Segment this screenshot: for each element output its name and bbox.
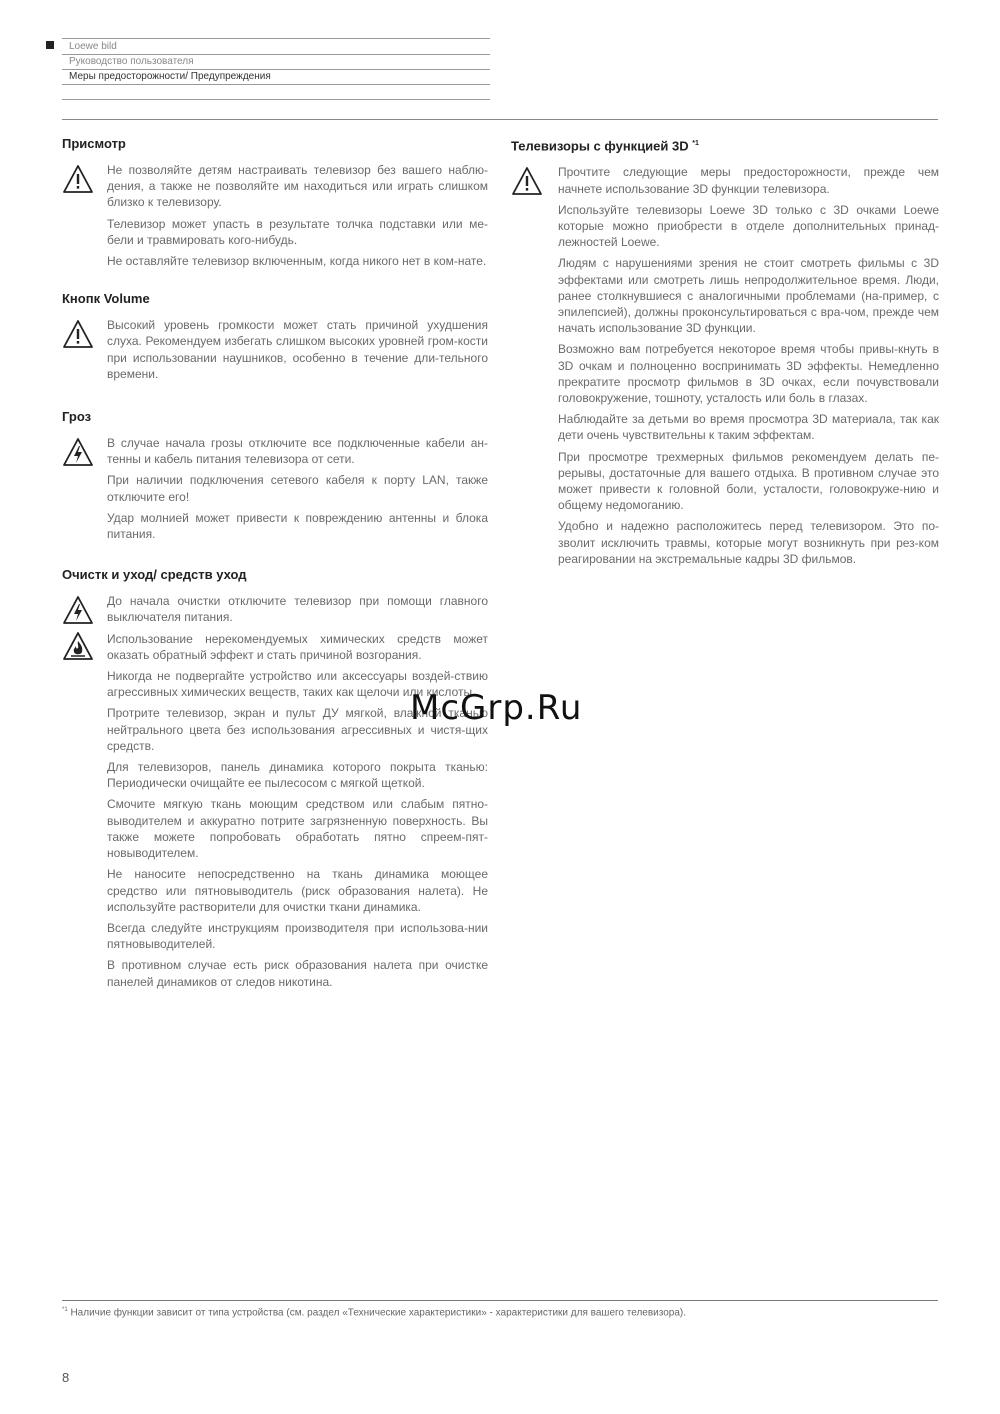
header-rule	[62, 54, 490, 55]
paragraph: В противном случае есть риск образования налета при очистке панелей динамиков от следов никотина.	[107, 958, 488, 989]
header-rule	[62, 69, 490, 70]
paragraph: Высокий уровень громкости может стать причиной ухудшения слуха. Рекомендуем избегать слишком высоких уровней гром-кости при использовании наушников, особенно в течение дли-тельного времени.	[107, 318, 488, 381]
section-title	[511, 136, 939, 154]
header-rule	[62, 99, 490, 100]
paragraph: Используйте телевизоры Loewe 3D только с 3D очками Loewe которые можно приобрести в отделе дополнительных принад-лежностей Loewe.	[558, 202, 939, 250]
warning-block	[62, 435, 488, 542]
paragraph: Удар молнией может привести к повреждению антенны и блока питания.	[107, 510, 488, 542]
section-title: Очистк и уход/ средств уход	[62, 567, 247, 583]
warning-triangle-icon	[62, 319, 94, 349]
header-rule	[62, 84, 490, 85]
paragraph: При наличии подключения сетевого кабеля к порту LAN, также отключите его!	[107, 473, 488, 504]
section-title: Кнопк Volume	[62, 291, 150, 307]
paragraph: Всегда следуйте инструкциям производителя при использова-нии пятновыводителей.	[107, 920, 488, 952]
footnote-text: Наличие функции зависит от типа устройства (см. раздел «Технические характеристики» - характеристики для вашего телевизора).	[70, 1307, 687, 1319]
fire-hazard-icon	[62, 631, 94, 661]
warning-block	[511, 164, 939, 567]
header-bullet	[46, 41, 54, 49]
warning-triangle-icon	[62, 164, 94, 194]
paragraph: Возможно вам потребуется некоторое время чтобы привы-кнуть в 3D очкам и полноценно воспринимать 3D эффекты. Немедленно прекратите просмотр фильмов в 3D очках, если почувствовали головокружение, тошноту, усталость или боль в глазах.	[558, 342, 939, 405]
content-top-rule	[62, 119, 938, 120]
section-cleaning	[62, 567, 488, 989]
warning-block	[62, 317, 488, 382]
footnote	[62, 1307, 686, 1318]
warning-triangle-icon	[511, 166, 543, 196]
section-title: Гроз	[62, 409, 92, 425]
electric-hazard-icon	[62, 595, 94, 625]
paragraph: В случае начала грозы отключите все подключенные кабели ан-тенны и кабель питания телевизора от сети.	[107, 436, 488, 467]
paragraph: Прочтите следующие меры предосторожности, прежде чем начнете использование 3D функции телевизора.	[558, 165, 939, 196]
paragraph: Не позволяйте детям настраивать телевизор без вашего наблю-дения, а также не позволяйте им находиться или играть слишком близко к телевизору.	[107, 163, 488, 210]
paragraph: Телевизор может упасть в результате толчка подставки или ме-бели и травмировать кого-нибудь.	[107, 216, 488, 247]
watermark: McGrp.Ru	[410, 688, 583, 728]
paragraph: Протрите телевизор, экран и пульт ДУ мягкой, влажной тканью нейтрального цвета без использования агрессивных и чистя-щих средств.	[107, 706, 488, 753]
section-supervision	[62, 136, 488, 269]
paragraph: Удобно и надежно расположитесь перед телевизором. Это по-зволит исключить травмы, которые могут возникнуть при рез-ком реагировании на экстремальные кадры 3D фильмов.	[558, 519, 939, 566]
footnote-rule	[62, 1300, 938, 1301]
header-manual: Руководство пользователя	[69, 56, 194, 67]
section-volume	[62, 291, 488, 382]
paragraph: До начала очистки отключите телевизор при помощи главного выключателя питания.	[107, 594, 488, 625]
right-column	[511, 136, 939, 572]
section-title-text: Телевизоры с функцией 3D	[511, 138, 689, 154]
paragraph: Не наносите непосредственно на ткань динамика моющее средство или пятновыводитель (риск образования налета). Не используйте растворители для очистки ткани динамика.	[107, 867, 488, 914]
section-title: Присмотр	[62, 136, 126, 151]
paragraph: Использование нерекомендуемых химических средств может оказать обратный эффект и стать причиной возгорания.	[107, 631, 488, 662]
header-section: Меры предосторожности/ Предупреждения	[69, 71, 271, 82]
section-3d-tv	[511, 136, 939, 567]
paragraph: Людям с нарушениями зрения не стоит смотреть фильмы с 3D эффектами или смотреть лишь непродолжительное время. Люди, ранее столкнувшиеся с аналогичными проблемами (на-пример, с эпилепсией), должны проконсультироваться с вра-чом, прежде чем начать использование 3D функции.	[558, 256, 939, 336]
paragraph: При просмотре трехмерных фильмов рекомендуем делать пе-рерывы, достаточные для вашего отдыха. В противном случае это может привести к головной боли, усталости, головокруже-нию и общему недомоганию.	[558, 449, 939, 513]
footnote-marker: *1	[692, 140, 699, 147]
paragraph: Наблюдайте за детьми во время просмотра 3D материала, так как дети очень чувствительны к таким эффектам.	[558, 412, 939, 443]
page-number: 8	[62, 1370, 70, 1385]
paragraph: Для телевизоров, панель динамика которого покрыта тканью: Периодически очищайте ее пылесосом с мягкой щеткой.	[107, 760, 488, 791]
paragraph: Никогда не подвергайте устройство или аксессуары воздей-ствию агрессивных химических веществ, таких как щелочи или кислоты.	[107, 669, 488, 700]
electric-hazard-icon	[62, 437, 94, 467]
header-rule	[62, 38, 490, 39]
paragraph: Смочите мягкую ткань моющим средством или слабым пятно-выводителем и аккуратно потрите загрязненную поверхность. Вы также можете попробовать обработать пятно спреем-пят-новыводителем.	[107, 797, 488, 861]
footnote-mark: *1	[62, 1307, 68, 1313]
warning-block	[62, 162, 488, 269]
section-storm	[62, 409, 488, 542]
header-brand: Loewe bild	[69, 41, 117, 52]
paragraph: Не оставляйте телевизор включенным, когда никого нет в ком-нате.	[107, 254, 487, 269]
warning-block	[62, 593, 488, 989]
left-column	[62, 136, 488, 995]
